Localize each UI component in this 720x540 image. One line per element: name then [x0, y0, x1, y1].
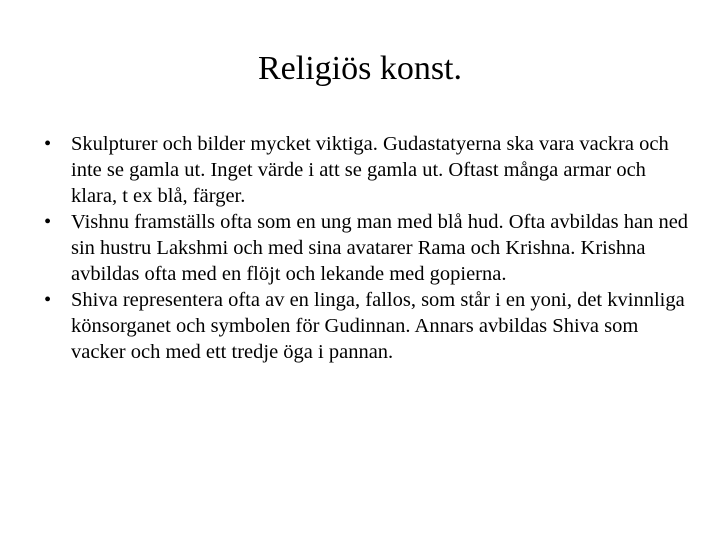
bullet-text-2: Vishnu framställs ofta som en ung man med blå hud. Ofta avbildas han ned sin hustru Lakshmi och med sina avatarer Rama och Krishna. Krishna avbildas ofta med en flöjt och lekande med gopierna.	[71, 211, 689, 285]
bullet-item-3	[44, 287, 694, 365]
bullet-list	[44, 131, 694, 365]
bullet-icon: •	[44, 289, 52, 311]
slide-title: Religiös konst.	[257, 50, 463, 87]
bullet-text-1: Skulpturer och bilder mycket viktiga. Gudastatyerna ska vara vackra och inte se gamla ut. Inget värde i att se gamla ut. Oftast många armar och klara, t ex blå, färger.	[71, 133, 669, 207]
bullet-text-3: Shiva representera ofta av en linga, fallos, som står i en yoni, det kvinnliga könsorganet och symbolen för Gudinnan. Annars avbildas Shiva som vacker och med ett tredje öga i pannan.	[71, 289, 685, 363]
bullet-item-2	[44, 209, 694, 287]
bullet-icon: •	[44, 133, 52, 155]
bullet-item-1	[44, 131, 694, 209]
bullet-icon: •	[44, 211, 52, 233]
